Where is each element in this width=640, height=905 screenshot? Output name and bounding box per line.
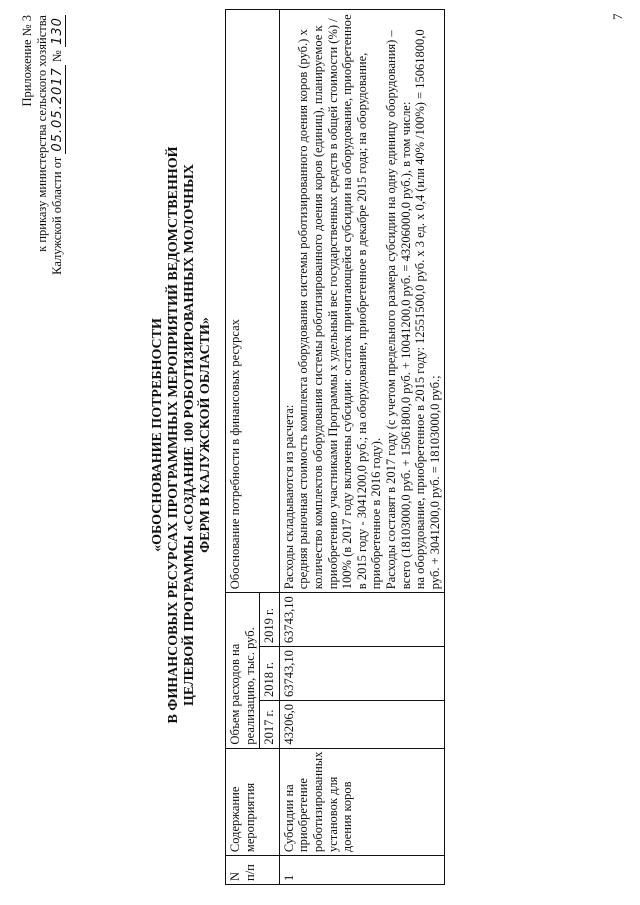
table-row — [279, 10, 445, 885]
header-justification: Обоснование потребности в финансовых ресурсах — [226, 10, 280, 593]
page-number: 7 — [610, 13, 625, 20]
title-line-4: ФЕРМ В КАЛУЖСКОЙ ОБЛАСТИ» — [198, 317, 213, 553]
justification-para-1: Расходы складываются из расчета: — [281, 404, 296, 590]
header-year-2019: 2019 г. — [260, 593, 280, 647]
justification-para-3: Расходы составят в 2017 году (с учетом предельного размера субсидии на одну единицу оборудования) – всего (18103000,0 руб. + 15061800,0 руб. + 10041200,0 руб. = 43206000,0 руб.), в том числе: — [383, 30, 413, 590]
appendix-number: Приложение № 3 — [20, 15, 34, 107]
appendix-date-line — [50, 15, 66, 305]
cell-value-2019: 63743,10 — [279, 593, 445, 647]
justification-para-2: средняя рыночная стоимость комплекта оборудования системы роботизированного доения коров (руб.) х количество комплектов оборудования системы роботизированного доения коров (единиц), планируемое к приобретению участниками Программы х удельный вес государственных средств в общей стоимости (%) / 100% (в 2017 году включены субсидии: остаток причитающейся субсидии на оборудование, приобретенное в 2015 году - 3041200,0 руб.; на оборудование, приобретенное в декабре 2015 года; на оборудование, приобретенное в 2016 году). — [296, 14, 384, 590]
header-year-2017: 2017 г. — [260, 700, 280, 748]
appendix-order-ref: к приказу министерства сельского хозяйства — [35, 15, 49, 252]
title-line-1: «ОБОСНОВАНИЕ ПОТРЕБНОСТИ — [150, 318, 165, 552]
cell-content: Субсидии на приобретение роботизированных установок для доения коров — [279, 748, 445, 856]
title-line-3: ЦЕЛЕВОЙ ПРОГРАММЫ «СОЗДАНИЕ 100 РОБОТИЗИРОВАННЫХ МОЛОЧНЫХ — [182, 164, 197, 706]
appendix-region: Калужской области от — [50, 156, 64, 275]
cell-num: 1 — [279, 856, 445, 885]
handwritten-date: 05.05.2017 — [50, 67, 65, 152]
cell-value-2018: 63743,10 — [279, 647, 445, 701]
title-line-2: В ФИНАНСОВЫХ РЕСУРСАХ ПРОГРАММНЫХ МЕРОПРИЯТИЙ ВЕДОМСТВЕННОЙ — [166, 146, 181, 724]
header-year-2018: 2018 г. — [260, 647, 280, 701]
header-num: N п/п — [226, 856, 280, 885]
cell-value-2017: 43206,0 — [279, 700, 445, 748]
justification-para-4: на оборудование, приобретенное в 2015 году: 12551500,0 руб. х 3 ед. х 0,4 (или 40% /100%) = 15061800,0 руб. + 3041200,0 руб. = 18103000,0 руб.; — [413, 29, 442, 590]
table-header-row — [226, 10, 260, 885]
cell-justification — [279, 10, 445, 593]
header-content: Содержание мероприятия — [226, 748, 280, 856]
handwritten-order-number: 130 — [50, 15, 66, 47]
justification-table — [225, 9, 445, 885]
appendix-block — [20, 15, 66, 305]
header-volume: Объем расходов на реализацию, тыс. руб. — [226, 593, 260, 748]
number-sign: № — [50, 50, 64, 63]
document-title — [150, 35, 214, 835]
